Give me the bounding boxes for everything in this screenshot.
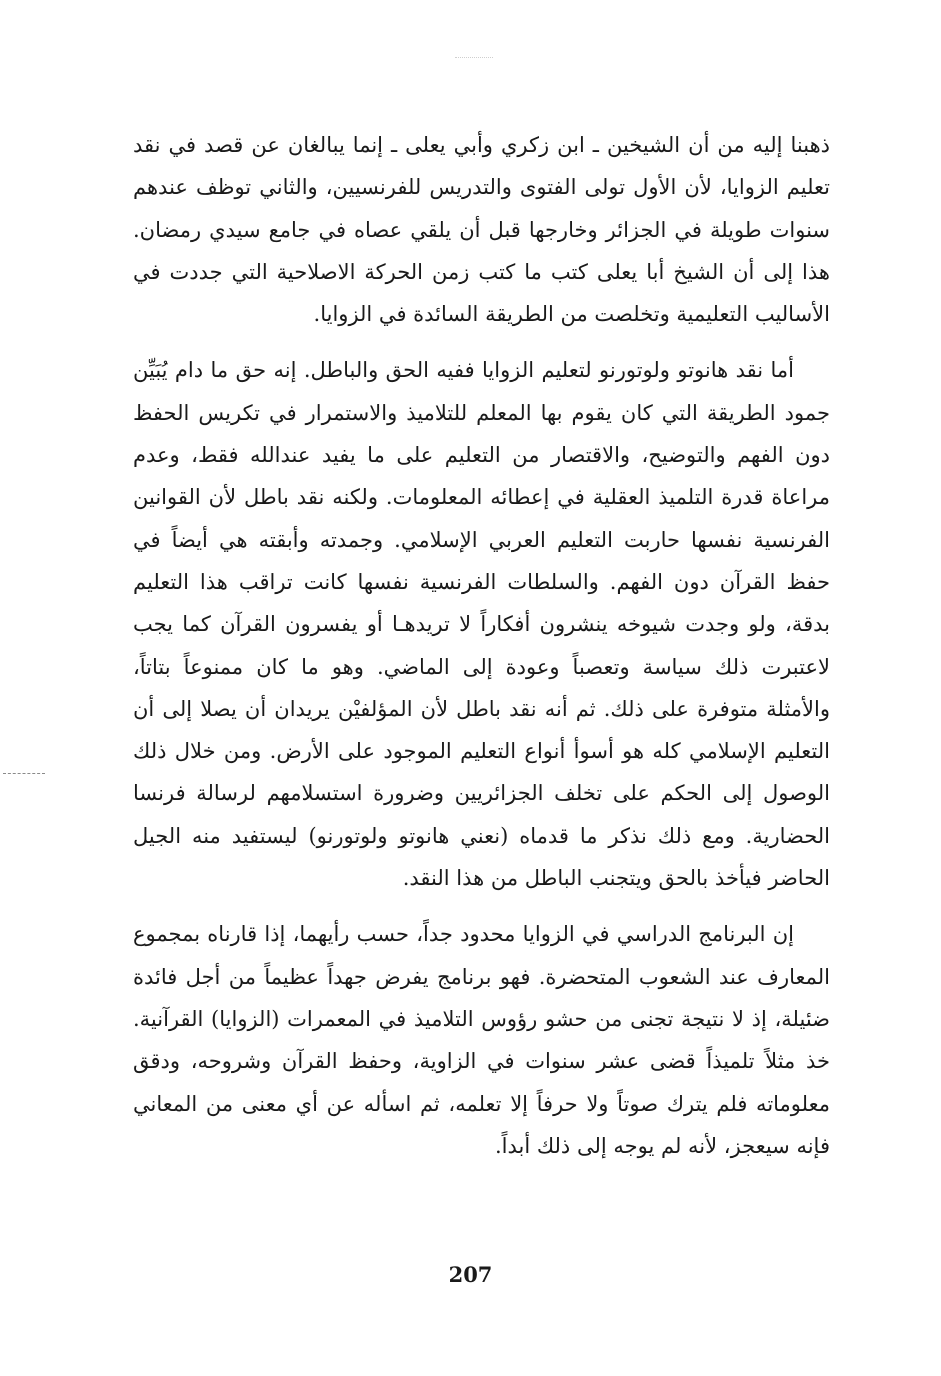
page-number: 207	[448, 1262, 493, 1287]
margin-scan-mark	[3, 773, 45, 774]
paragraph-1: ذهبنا إليه من أن الشيخين ـ ابن زكري وأبي يعلى ـ إنما يبالغان عن قصد في نقد تعليم الزوايا، لأن الأول تولى الفتوى والتدريس للفرنسيين، والثاني توظف عندهم سنوات طويلة في الجزائر وخارجها قبل أن يلقي عصاه في جامع سيدي رمضان. هذا إلى أن الشيخ أبا يعلى كتب ما كتب زمن الحركة الاصلاحية التي جددت في الأساليب التعليمية وتخلصت من الطريقة السائدة في الزوايا.	[133, 133, 830, 327]
paragraph-2: أما نقد هانوتو ولوتورنو لتعليم الزوايا ففيه الحق والباطل. إنه حق ما دام يُبَيِّن جمود الطريقة التي كان يقوم بها المعلم للتلاميذ والاستمرار في تكريس الحفظ دون الفهم والتوضيح، والاقتصار من التعليم على ما يفيد عندالله فقط، وعدم مراعاة قدرة التلميذ العقلية في إعطائه المعلومات. ولكنه نقد باطل لأن القوانين الفرنسية نفسها حاربت التعليم العربي الإسلامي. وجمدته وأبقته هي أيضاً في حفظ القرآن دون الفهم. والسلطات الفرنسية نفسها كانت تراقب هذا التعليم بدقة، ولو وجدت شيوخه ينشرون أفكاراً لا تريدهـا أو يفسرون القرآن كما يجب لاعتبرت ذلك سياسة وتعصباً وعودة إلى الماضي. وهو ما كان ممنوعاً بتاتاً، والأمثلة متوفرة على ذلك. ثم أنه نقد باطل لأن المؤلفيْن يريدان أن يصلا إلى أن التعليم الإسلامي كله هو أسوأ أنواع التعليم الموجود على الأرض. ومن خلال ذلك الوصول إلى الحكم على تخلف الجزائريين وضرورة استسلامهم لرسالة فرنسا الحضارية. ومع ذلك نذكر ما قدماه (نعني هانوتو ولوتورنو) ليستفيد منه الجيل الحاضر فيأخذ بالحق ويتجنب الباطل من هذا النقد.	[133, 358, 830, 891]
scan-speck	[455, 57, 493, 58]
body-text	[133, 124, 830, 1167]
paragraph-3: إن البرنامج الدراسي في الزوايا محدود جداً، حسب رأيهما، إذا قارناه بمجموع المعارف عند الشعوب المتحضرة. فهو برنامج يفرض جهداً عظيماً من أجل فائدة ضئيلة، إذ لا نتيجة تجنى من حشو رؤوس التلاميذ في المعمرات (الزوايا) القرآنية. خذ مثلاً تلميذاً قضى عشر سنوات في الزاوية، وحفظ القرآن وشروحه، ودقق معلوماته فلم يترك صوتاً ولا حرفاً إلا تعلمه، ثم اسأله عن أي معنى من المعاني فإنه سيعجز، لأنه لم يوجه إلى ذلك أبداً.	[133, 922, 830, 1158]
